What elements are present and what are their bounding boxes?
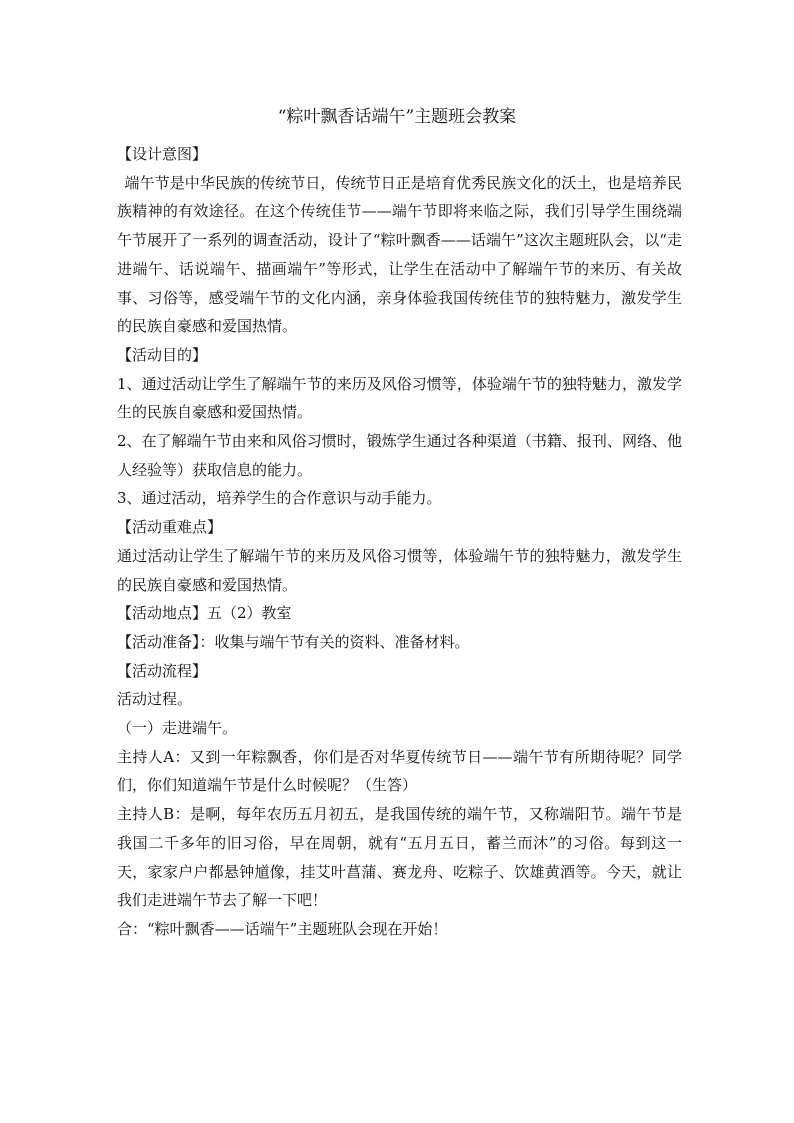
activity-location: 【活动地点】五（2）教室: [117, 604, 292, 623]
paragraph-key-points: 通过活动让学生了解端午节的来历及风俗习惯等，体验端午节的独特魅力，激发学生的民族自豪感和爱国热情。: [117, 546, 682, 594]
purpose-item-2: 2、在了解端午节由来和风俗习惯时，锻炼学生通过各种渠道（书籍、报刊、网络、他人经验等）获取信息的能力。: [117, 432, 682, 479]
host-b-line: 主持人B：是啊，每年农历五月初五，是我国传统的端午节，又称端阳节。端午节是我国二千多年的旧习俗，早在周朝，就有“五月五日，蓄兰而沐”的习俗。每到这一天，家家户户都悬钟馗像，挂艾叶菖蒲、赛龙舟、吃粽子、饮雄黄酒等。今天，就让我们走进端午节去了解一下吧！: [117, 805, 682, 910]
heading-activity-purpose: 【活动目的】: [117, 345, 208, 364]
host-a-line: 主持人A：又到一年粽飘香，你们是否对华夏传统节日——端午节有所期待呢？同学们，你们知道端午节是什么时候呢？（生答）: [117, 747, 682, 795]
together-line: 合：“粽叶飘香——话端午”主题班队会现在开始！: [117, 919, 448, 938]
document-title: “粽叶飘香话端午”主题班会教案: [277, 107, 517, 127]
heading-activity-flow: 【活动流程】: [117, 661, 208, 680]
purpose-item-1: 1、通过活动让学生了解端午节的来历及风俗习惯等，体验端午节的独特魅力，激发学生的民族自豪感和爱国热情。: [117, 374, 682, 422]
heading-design-intent: 【设计意图】: [117, 145, 208, 163]
section-one: （一）走进端午。: [117, 719, 238, 738]
activity-process: 活动过程。: [117, 690, 193, 709]
purpose-item-3: 3、通过活动，培养学生的合作意识与动手能力。: [117, 489, 442, 508]
activity-preparation: 【活动准备】：收集与端午节有关的资料、准备材料。: [117, 632, 470, 651]
heading-key-points: 【活动重难点】: [117, 518, 223, 537]
document-body: [117, 140, 682, 944]
paragraph-design-intent: 端午节是中华民族的传统节日，传统节日正是培育优秀民族文化的沃土，也是培养民族精神的有效途径。在这个传统佳节——端午节即将来临之际，我们引导学生围绕端午节展开了一系列的调查活动，设计了“粽叶飘香——话端午”这次主题班队会，以“走进端午、话说端午、描画端午”等形式，让学生在活动中了解端午节的来历、有关故事、习俗等，感受端午节的文化内涵，亲身体验我国传统佳节的独特魅力，激发学生的民族自豪感和爱国热情。: [117, 173, 682, 336]
